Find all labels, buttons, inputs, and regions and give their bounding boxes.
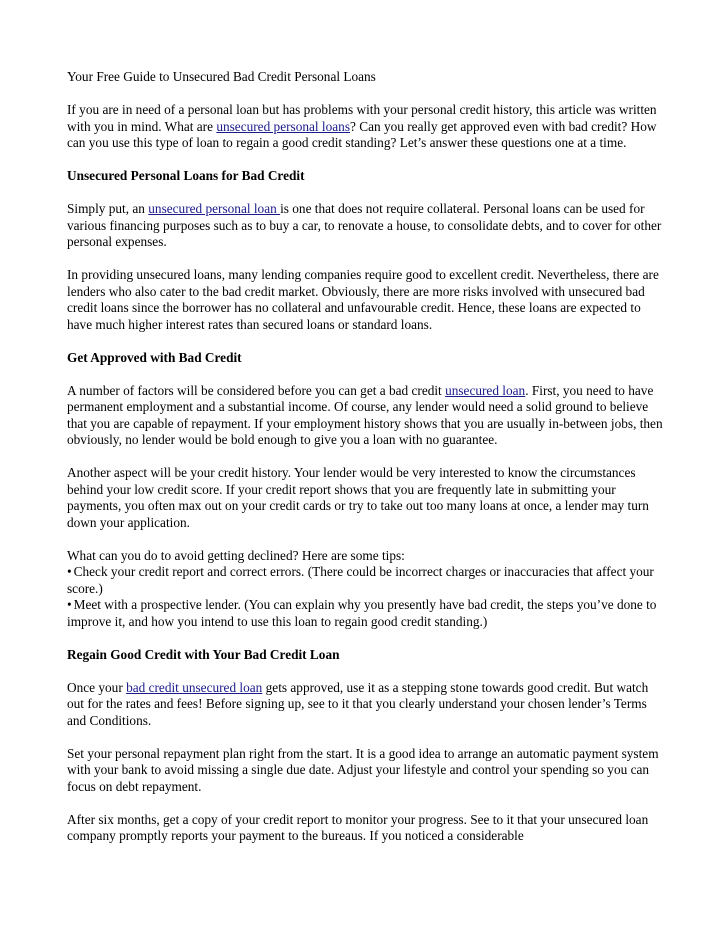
section-heading-regain: Regain Good Credit with Your Bad Credit Loan <box>67 646 340 662</box>
intro-text-2: ? Can you really get approved even with bad credit? How can you use this type of loan to regain a good credit standing? Let’s answer these questions one at a time. <box>67 118 657 150</box>
s3-paragraph-2: Set your personal repayment plan right from the start. It is a good idea to arrange an automatic payment system with your bank to avoid missing a single due date. Adjust your lifestyle and control your spending so you can focus on debt repayment. <box>67 745 659 794</box>
s3-paragraph-1 <box>67 680 667 730</box>
s1-paragraph-2: In providing unsecured loans, many lending companies require good to excellent credit. Nevertheless, there are lenders who also cater to the bad credit market. Obviously, there are more risks involved with unsecured bad credit loans since the borrower has no collateral and unfavourable credit. Hence, these loans are expected to have much higher interest rates than secured loans or standard loans. <box>67 267 659 332</box>
s1-paragraph-1 <box>67 201 667 251</box>
tip-text-1: Check your credit report and correct errors. (There could be incorrect charges or inaccuracies that affect your score.) <box>67 564 654 596</box>
s2-p1-text-1: A number of factors will be considered before you can get a bad credit <box>67 382 446 398</box>
unsecured-loan-link[interactable]: unsecured loan <box>445 382 526 398</box>
s3-p1-text-1: Once your <box>67 679 127 695</box>
tip-text-2: Meet with a prospective lender. (You can explain why you presently have bad credit, the steps you’ve done to improve it, and how you intend to use this loan to regain good credit standing.) <box>67 597 657 629</box>
document-page <box>67 69 667 861</box>
unsecured-personal-loan-link[interactable]: unsecured personal loan <box>148 201 281 216</box>
s2-paragraph-1 <box>67 383 667 449</box>
s2-p1-text-2: . First, you need to have permanent employment and a substantial income. Of course, any lender would need a solid ground to believe that you are capable of repayment. If your employment history shows that you are usually in-between jobs, then obviously, no lender would be bold enough to give you a loan with no guarantee. <box>67 382 663 447</box>
s1-p1-text-2: is one that does not require collateral. Personal loans can be used for various financing purposes such as to buy a car, to renovate a house, to consolidate debts, and to cover for other personal expenses. <box>67 201 662 249</box>
s2-paragraph-2: Another aspect will be your credit history. Your lender would be very interested to know the circumstances behind your low credit score. If your credit report shows that you are frequently late in submitting your payments, you often max out on your credit cards or try to take out too many loans at once, a lender may turn down your application. <box>67 465 649 530</box>
bullet-icon: • <box>67 597 72 612</box>
s3-paragraph-3: After six months, get a copy of your credit report to monitor your progress. See to it that your unsecured loan company promptly reports your payment to the bureaus. If you noticed a considerable <box>67 811 649 843</box>
s1-p1-text-1: Simply put, an <box>67 201 149 216</box>
intro-text-1: If you are in need of a personal loan but has problems with your personal credit history, this article was written with you in mind. What are <box>67 102 657 134</box>
tips-intro: What can you do to avoid getting declined? Here are some tips: <box>67 547 405 563</box>
intro-paragraph <box>67 102 667 152</box>
section-heading-approved: Get Approved with Bad Credit <box>67 349 242 365</box>
bullet-icon: • <box>67 564 72 579</box>
document-title: Your Free Guide to Unsecured Bad Credit Personal Loans <box>67 69 376 84</box>
bad-credit-unsecured-loan-link[interactable]: bad credit unsecured loan <box>126 679 263 695</box>
s3-p1-text-2: gets approved, use it as a stepping stone towards good credit. But watch out for the rates and fees! Before signing up, see to it that you clearly understand your chosen lender’s Terms and Conditions. <box>67 679 649 728</box>
tip-item-2 <box>67 597 667 630</box>
tip-item-1 <box>67 564 667 597</box>
unsecured-personal-loans-link[interactable]: unsecured personal loans <box>216 118 350 134</box>
section-heading-unsecured: Unsecured Personal Loans for Bad Credit <box>67 168 305 183</box>
